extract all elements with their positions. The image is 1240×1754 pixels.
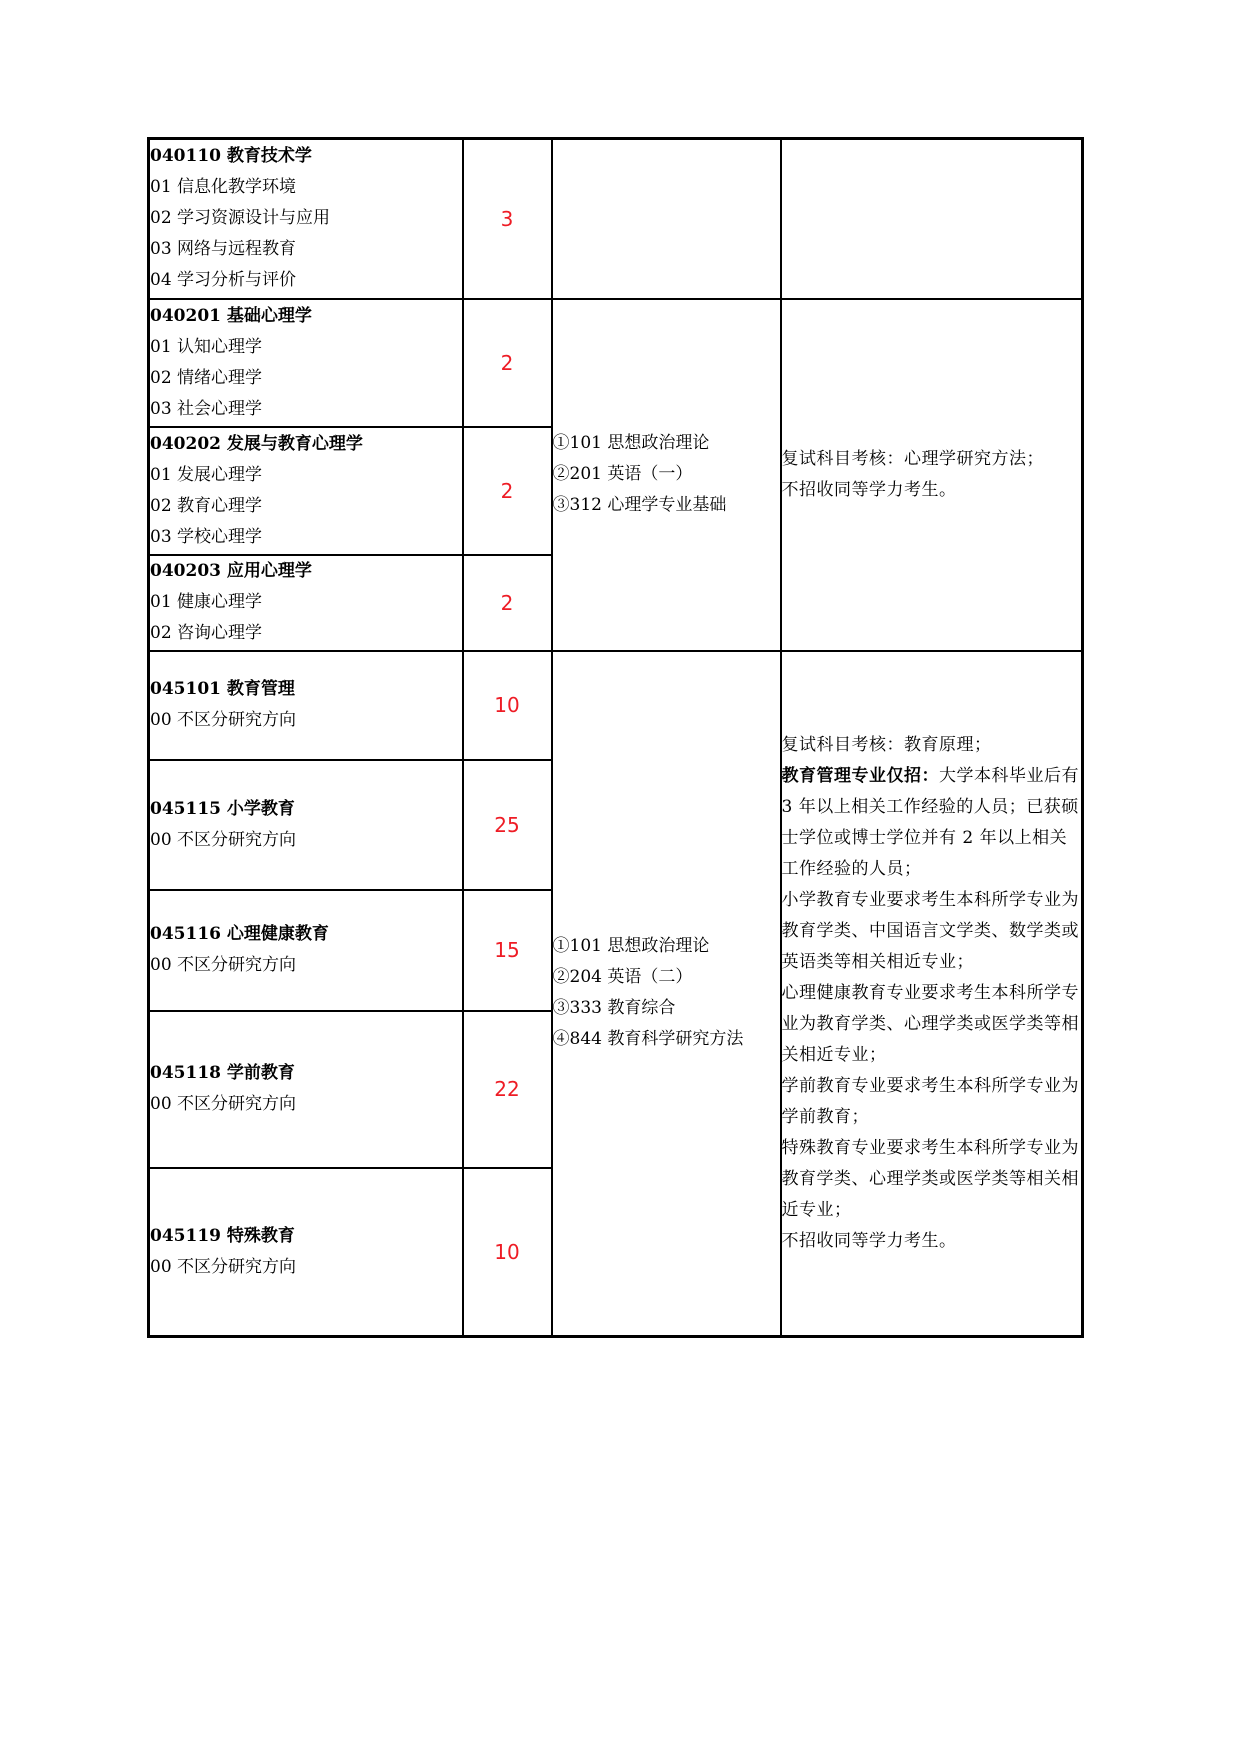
research-direction: 00 不区分研究方向: [150, 829, 297, 850]
program-cell: [149, 1168, 463, 1337]
note-bold-text: 教育管理专业仅招：: [781, 765, 939, 786]
note-line: 不招收同等学力考生。: [781, 479, 957, 500]
exam-subject: ①101 思想政治理论: [552, 433, 710, 453]
note-line: 心理健康教育专业要求考生本科所学专业为教育学类、心理学类或医学类等相关相近专业；: [781, 982, 1079, 1065]
exam-subjects-cell: [552, 651, 781, 1337]
program-code-name: 045101 教育管理: [150, 679, 295, 699]
research-direction: 01 认知心理学: [150, 336, 263, 357]
research-direction: 01 健康心理学: [150, 592, 263, 612]
research-direction: 00 不区分研究方向: [150, 955, 297, 975]
program-code-name: 040201 基础心理学: [150, 305, 312, 326]
exam-subject: ④844 教育科学研究方法: [552, 1029, 744, 1050]
research-direction: 01 信息化教学环境: [150, 177, 297, 198]
note-line: 特殊教育专业要求考生本科所学专业为教育学类、心理学类或医学类等相关相近专业；: [781, 1137, 1079, 1220]
program-cell: [149, 555, 463, 651]
program-code-name: 045115 小学教育: [150, 798, 295, 819]
research-direction: 02 教育心理学: [150, 495, 263, 516]
quota-value: 2: [463, 427, 552, 555]
exam-subject: ③312 心理学专业基础: [552, 495, 727, 515]
program-cell: [149, 299, 463, 427]
note-line: [782, 761, 1082, 885]
quota-value: 22: [463, 1011, 552, 1168]
table-row: [149, 299, 1083, 427]
research-direction: 02 情绪心理学: [150, 367, 263, 388]
note-line: 学前教育专业要求考生本科所学专业为学前教育；: [781, 1075, 1079, 1127]
program-cell: [149, 427, 463, 555]
program-cell: [149, 139, 463, 299]
research-direction: 03 学校心理学: [150, 526, 263, 547]
program-code-name: 040203 应用心理学: [150, 561, 312, 581]
research-direction: 00 不区分研究方向: [150, 710, 297, 730]
quota-value: 10: [463, 651, 552, 760]
research-direction: 03 网络与远程教育: [150, 239, 297, 260]
research-direction: 04 学习分析与评价: [150, 270, 297, 291]
note-text: 大学本科毕业后有 3 年以上相关工作经验的人员；已获硕士学位或博士学位并有 2 年以上相关工作经验的人员；: [781, 765, 1079, 879]
notes-cell: [781, 299, 1083, 651]
program-cell: [149, 760, 463, 890]
exam-subjects-cell: [552, 299, 781, 651]
program-code-name: 040110 教育技术学: [150, 146, 312, 167]
quota-value: 15: [463, 890, 552, 1011]
quota-value: 25: [463, 760, 552, 890]
research-direction: 02 咨询心理学: [150, 623, 263, 643]
quota-value: 2: [463, 299, 552, 427]
quota-value: 2: [463, 555, 552, 651]
exam-subject: ①101 思想政治理论: [552, 936, 710, 957]
research-direction: 00 不区分研究方向: [150, 1256, 297, 1277]
note-line: 不招收同等学力考生。: [781, 1230, 957, 1251]
program-code-name: 045116 心理健康教育: [150, 924, 329, 944]
notes-cell: [781, 139, 1083, 299]
program-cell: [149, 1011, 463, 1168]
program-code-name: 045118 学前教育: [150, 1063, 295, 1083]
program-cell: [149, 890, 463, 1011]
note-line: 小学教育专业要求考生本科所学专业为教育学类、中国语言文学类、数学类或英语类等相关相近专业；: [781, 889, 1079, 972]
note-line: 复试科目考核：教育原理；: [781, 734, 992, 755]
notes-cell: [781, 651, 1083, 1337]
research-direction: 03 社会心理学: [150, 398, 263, 419]
research-direction: 00 不区分研究方向: [150, 1094, 297, 1114]
research-direction: 02 学习资源设计与应用: [150, 208, 331, 229]
exam-subjects-cell: [552, 139, 781, 299]
exam-subject: ③333 教育综合: [552, 998, 676, 1019]
exam-subject: ②201 英语（一）: [552, 464, 693, 484]
enrollment-table: [147, 137, 1084, 1338]
table-row: [149, 651, 1083, 760]
program-code-name: 045119 特殊教育: [150, 1225, 295, 1246]
table-row: [149, 139, 1083, 299]
exam-subject: ②204 英语（二）: [552, 967, 693, 988]
quota-value: 3: [463, 139, 552, 299]
program-cell: [149, 651, 463, 760]
program-code-name: 040202 发展与教育心理学: [150, 433, 363, 454]
research-direction: 01 发展心理学: [150, 464, 263, 485]
note-line: 复试科目考核：心理学研究方法；: [781, 448, 1044, 469]
quota-value: 10: [463, 1168, 552, 1337]
